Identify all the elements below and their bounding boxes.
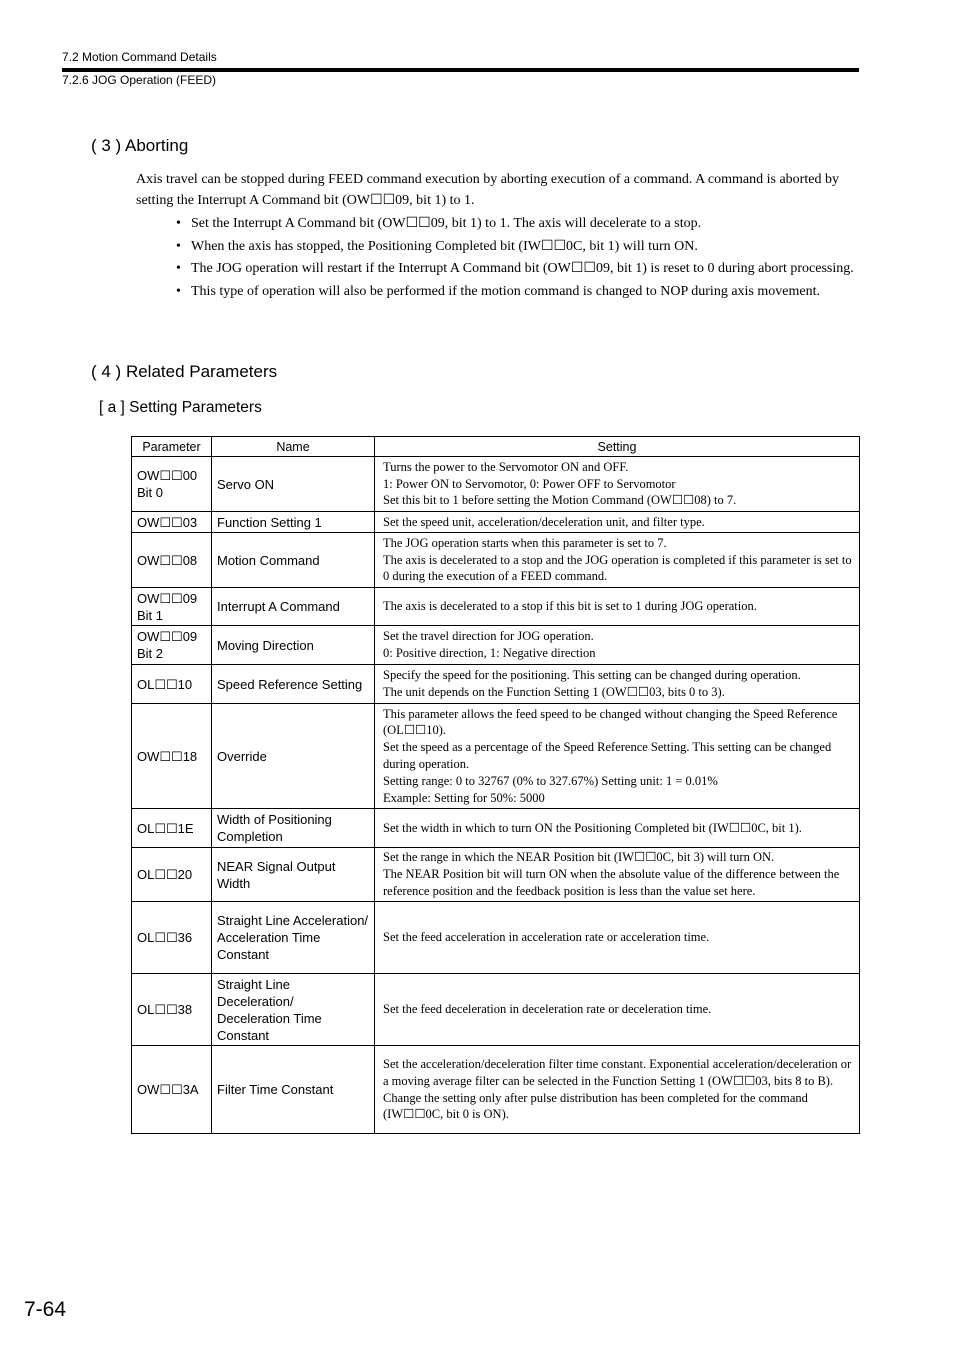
table-row: [132, 665, 860, 704]
aborting-paragraph: Axis travel can be stopped during FEED command execution by aborting execution of a command. A command is aborted by setting the Interrupt A Command bit (OW☐☐09, bit 1) to 1.: [136, 172, 839, 208]
related-parameters-heading: ( 4 ) Related Parameters: [91, 362, 278, 381]
name-cell: Filter Time Constant: [212, 1046, 375, 1134]
column-header-setting: Setting: [375, 437, 860, 457]
setting-parameters-table: [131, 436, 860, 1134]
table-row: [132, 626, 860, 665]
setting-cell: The JOG operation starts when this parameter is set to 7. The axis is decelerated to a stop and the JOG operation is completed if this parameter is set to 0 during the execution of a FEED command.: [375, 533, 860, 588]
parameter-cell: OW☐☐09 Bit 1: [132, 588, 212, 626]
column-header-parameter: Parameter: [132, 437, 212, 457]
bullet-icon: •: [176, 283, 181, 299]
table-header-row: [132, 437, 860, 457]
setting-cell: The axis is decelerated to a stop if this bit is set to 1 during JOG operation.: [375, 588, 860, 626]
setting-parameters-subheading: [ a ] Setting Parameters: [99, 399, 262, 416]
list-item: [176, 281, 866, 302]
name-cell: Straight Line Acceleration/ Acceleration Time Constant: [212, 902, 375, 974]
table-row: [132, 974, 860, 1046]
name-cell: Function Setting 1: [212, 512, 375, 533]
list-item: [176, 236, 866, 257]
setting-cell: Set the travel direction for JOG operation. 0: Positive direction, 1: Negative direction: [375, 626, 860, 665]
setting-cell: Specify the speed for the positioning. This setting can be changed during operation. The unit depends on the Function Setting 1 (OW☐☐03, bits 0 to 3).: [375, 665, 860, 704]
table-row: [132, 457, 860, 512]
parameter-cell: OL☐☐10: [132, 665, 212, 704]
name-cell: Straight Line Deceleration/ Deceleration Time Constant: [212, 974, 375, 1046]
list-item: [176, 213, 866, 234]
running-header-subsection: 7.2.6 JOG Operation (FEED): [62, 73, 217, 87]
setting-cell: Set the speed unit, acceleration/deceleration unit, and filter type.: [375, 512, 860, 533]
table-row: [132, 848, 860, 902]
setting-cell: Set the feed acceleration in acceleration rate or acceleration time.: [375, 902, 860, 974]
setting-cell: Set the feed deceleration in deceleration rate or deceleration time.: [375, 974, 860, 1046]
running-header-section: 7.2 Motion Command Details: [62, 50, 217, 64]
setting-cell: Set the width in which to turn ON the Positioning Completed bit (IW☐☐0C, bit 1).: [375, 809, 860, 848]
table-row: [132, 704, 860, 809]
parameter-cell: OW☐☐08: [132, 533, 212, 588]
name-cell: NEAR Signal Output Width: [212, 848, 375, 902]
parameter-cell: OW☐☐00 Bit 0: [132, 457, 212, 512]
table-row: [132, 533, 860, 588]
bullet-text: When the axis has stopped, the Positioning Completed bit (IW☐☐0C, bit 1) will turn ON.: [191, 238, 698, 254]
name-cell: Override: [212, 704, 375, 809]
bullet-text: The JOG operation will restart if the Interrupt A Command bit (OW☐☐09, bit 1) is reset to 0 during abort processing.: [191, 261, 854, 276]
parameter-cell: OL☐☐38: [132, 974, 212, 1046]
parameter-cell: OL☐☐20: [132, 848, 212, 902]
name-cell: Servo ON: [212, 457, 375, 512]
parameter-cell: OW☐☐09 Bit 2: [132, 626, 212, 665]
header-rule: [62, 68, 859, 72]
aborting-heading: ( 3 ) Aborting: [91, 136, 189, 155]
parameter-cell: OL☐☐36: [132, 902, 212, 974]
bullet-text: Set the Interrupt A Command bit (OW☐☐09, bit 1) to 1. The axis will decelerate to a stop.: [191, 216, 702, 231]
name-cell: Width of Positioning Completion: [212, 809, 375, 848]
bullet-icon: •: [176, 216, 181, 231]
table-row: [132, 809, 860, 848]
aborting-bullet-list: [176, 213, 866, 303]
table-row: [132, 902, 860, 974]
parameter-cell: OW☐☐03: [132, 512, 212, 533]
table-row: [132, 512, 860, 533]
name-cell: Speed Reference Setting: [212, 665, 375, 704]
setting-cell: Set the acceleration/deceleration filter time constant. Exponential acceleration/deceleration or a moving average filter can be selected in the Function Setting 1 (OW☐☐03, bits 8 to B). Change the setting only after pulse distribution has been completed for the command (IW☐☐0C, bit 0 is ON).: [375, 1046, 860, 1134]
name-cell: Moving Direction: [212, 626, 375, 665]
parameter-cell: OW☐☐18: [132, 704, 212, 809]
setting-cell: This parameter allows the feed speed to be changed without changing the Speed Reference (OL☐☐10). Set the speed as a percentage of the Speed Reference Setting. This setting can be changed during operation. Setting range: 0 to 32767 (0% to 327.67%) Setting unit: 1 = 0.01% Example: Setting for 50%: 5000: [375, 704, 860, 809]
parameter-cell: OW☐☐3A: [132, 1046, 212, 1134]
name-cell: Interrupt A Command: [212, 588, 375, 626]
list-item: [176, 258, 866, 279]
table-row: [132, 1046, 860, 1134]
bullet-icon: •: [176, 261, 181, 276]
setting-cell: Turns the power to the Servomotor ON and OFF. 1: Power ON to Servomotor, 0: Power OFF to Servomotor Set this bit to 1 before setting the Motion Command (OW☐☐08) to 7.: [375, 457, 860, 512]
table-row: [132, 588, 860, 626]
name-cell: Motion Command: [212, 533, 375, 588]
page-number: 7-64: [24, 1298, 67, 1321]
parameter-cell: OL☐☐1E: [132, 809, 212, 848]
bullet-text: This type of operation will also be performed if the motion command is changed to NOP during axis movement.: [191, 283, 820, 299]
column-header-name: Name: [212, 437, 375, 457]
setting-cell: Set the range in which the NEAR Position bit (IW☐☐0C, bit 3) will turn ON. The NEAR Position bit will turn ON when the absolute value of the difference between the reference position and the feedback position is less than the value set here.: [375, 848, 860, 902]
bullet-icon: •: [176, 238, 181, 254]
